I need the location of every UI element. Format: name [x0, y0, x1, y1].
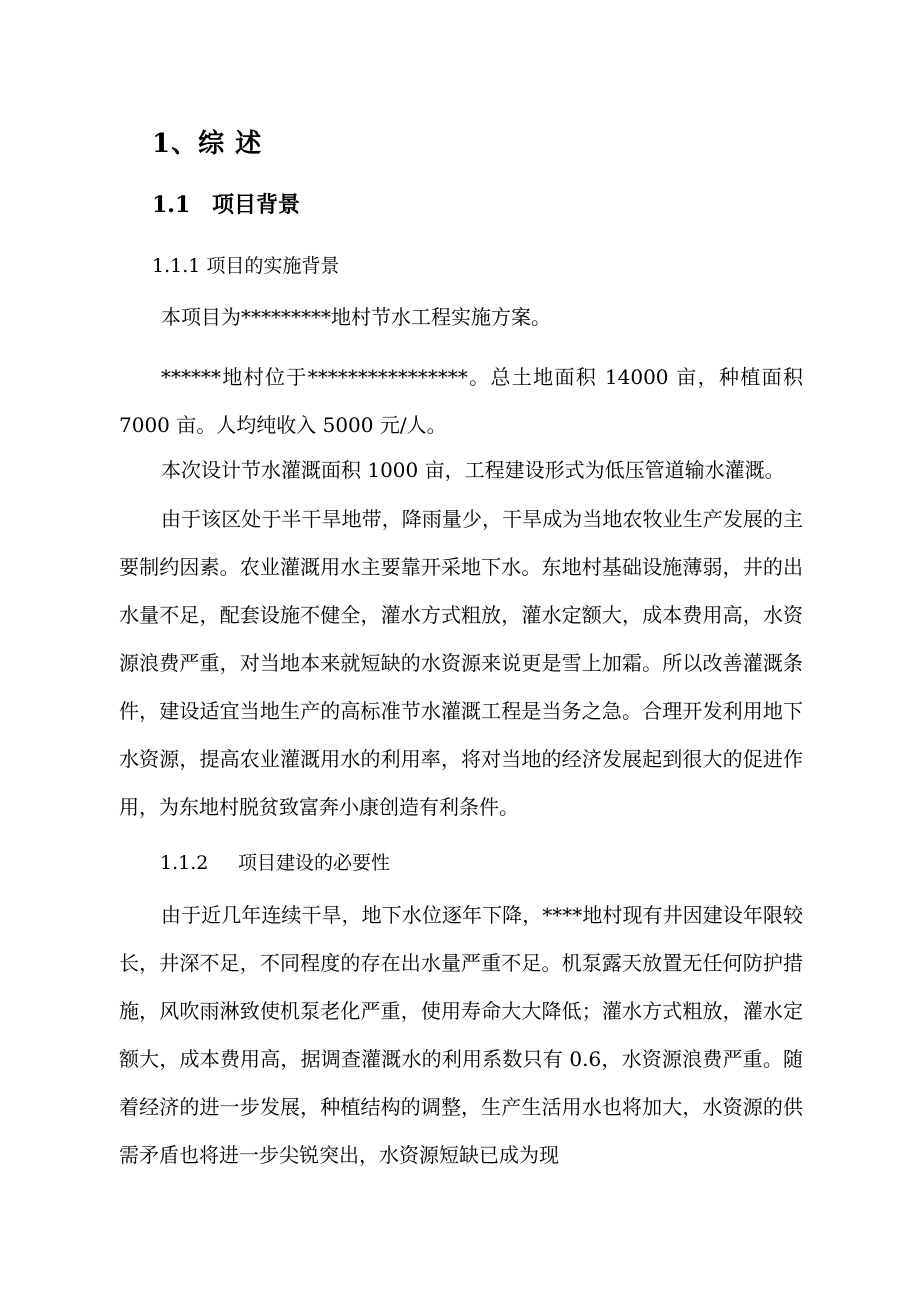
paragraph-necessity: 由于近几年连续干旱，地下水位逐年下降，****地村现有井因建设年限较长，井深不足，不同程度的存在出水量严重不足。机泵露天放置无任何防护措施，风吹雨淋致使机泵老化严重，使用寿命大大降低；灌水方式粗放，灌水定额大，成本费用高，据调查灌溉水的利用系数只有 0.6，水资源浪费严重。随着经济的进一步发展，种植结构的调整，生产生活用水也将加大，水资源的供需矛盾也将进一步尖锐突出，水资源短缺已成为现: [119, 903, 803, 1167]
chapter-heading: 1、综 述: [152, 129, 263, 159]
section-heading: [152, 188, 300, 219]
section-title: 项目背景: [212, 192, 301, 218]
paragraph-location: ******地村位于****************。总土地面积 14000 亩，种植面积 7000 亩。人均纯收入 5000 元/人。: [119, 365, 803, 437]
subsection-title: 项目建设的必要性: [238, 852, 391, 874]
section-number: 1.1: [152, 192, 191, 218]
paragraph-intro: 本项目为*********地村节水工程实施方案。: [161, 305, 551, 329]
subsection-heading-background: 1.1.1 项目的实施背景: [152, 255, 340, 277]
subsection-number: 1.1.2: [160, 852, 209, 874]
subsection-heading-necessity: [160, 848, 390, 875]
paragraph-design-area: 本次设计节水灌溉面积 1000 亩，工程建设形式为低压管道输水灌溉。: [161, 458, 785, 482]
paragraph-background: 由于该区处于半干旱地带，降雨量少，干旱成为当地农牧业生产发展的主要制约因素。农业灌溉用水主要靠开采地下水。东地村基础设施薄弱，井的出水量不足，配套设施不健全，灌水方式粗放，灌水定额大，成本费用高，水资源浪费严重，对当地本来就短缺的水资源来说更是雪上加霜。所以改善灌溉条件，建设适宜当地生产的高标准节水灌溉工程是当务之急。合理开发利用地下水资源，提高农业灌溉用水的利用率，将对当地的经济发展起到很大的促进作用，为东地村脱贫致富奔小康创造有利条件。: [119, 507, 803, 819]
